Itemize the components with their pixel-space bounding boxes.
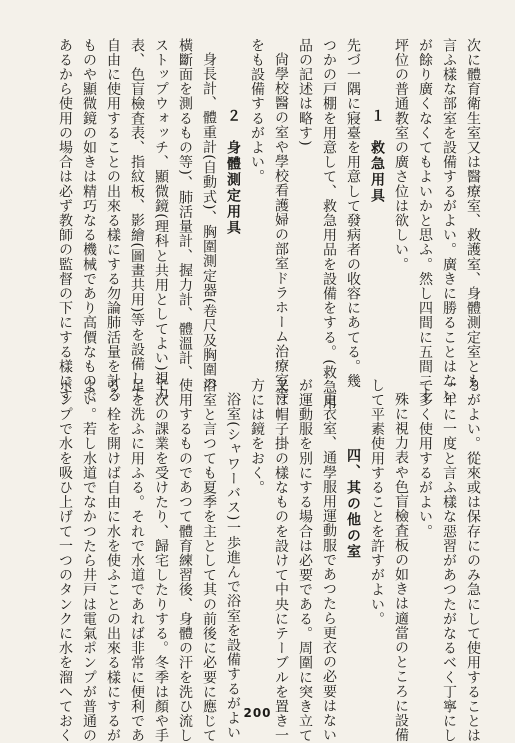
upper-text-block — [15, 38, 485, 410]
text-line: 自由に使用することの出來る樣にする勿論肺活量を計る — [105, 38, 121, 403]
text-line: 表、色盲檢査表、指紋板、影繪(圖畫共用)等を設備して — [129, 38, 145, 401]
text-line: が餘り廣くなくてもよいかと思ふ。然し四間に五間二十 — [417, 38, 433, 403]
section-heading: ２ 身體測定用具 — [225, 108, 241, 236]
text-line: 使用するものであつて體育練習後、身體の汗を洗ひ流し — [177, 378, 193, 743]
text-line: 足を洗ふに用ふる。それで水道であれば非常に便利であ — [129, 378, 145, 743]
text-line: 更衣室、通學服用運動服であつたら更衣の必要はない — [321, 392, 337, 743]
text-line: ストップウォッチ、顯微鏡(理科と共用としてよい)視力 — [153, 38, 169, 401]
text-line: るがよい。從來或は保存にのみ急にして使用することは — [465, 378, 481, 743]
text-line: 尙學校醫の室や學校看護婦の部室ドラホーム治療室等 — [273, 52, 289, 403]
text-line: て次の課業を受けたり、歸宅したりする。冬季は顏や手 — [153, 378, 169, 743]
text-line: る。栓を開けば自由に水を使ふことの出來る樣にするが — [105, 378, 121, 743]
text-line: 方には鏡をおく。 — [249, 378, 265, 495]
text-line: 坪位の普通教室の廣さ位は欲しい。 — [393, 38, 409, 272]
text-line: 橫斷面を測るもの等)、肺活量計、握力計、體溫計、 — [177, 38, 193, 380]
text-line: して平素使用することを許すがよい。 — [369, 378, 385, 627]
text-line: 一年に一度と言ふ樣な惡習があつたがなるべく丁寧にし — [441, 378, 457, 743]
text-line: よい。若し水道でなかつたら井戸は電氣ポンプが普通の — [81, 378, 97, 743]
text-line: 又は帽子掛の樣なものを設けて中央にテーブルを置き一 — [273, 378, 289, 743]
page-number: 200 — [243, 706, 272, 720]
text-line: 品の記述は略す) — [297, 38, 313, 147]
text-line: 言ふ樣な部室を設備するがよい。廣きに勝ることはない — [441, 38, 457, 403]
text-line: 浴室(シャワーバス)一歩進んで浴室を設備するがよい — [225, 392, 241, 740]
section-heading: １ 救急用具 — [369, 108, 385, 204]
section-heading: 四、其の他の室 — [345, 448, 361, 560]
text-line: 浴室と言つても夏季を主として其の前後に必要に應じて — [201, 378, 217, 743]
text-line: 先づ一隅に寢臺を用意して發病者の收容にあてる。幾 — [345, 38, 361, 389]
text-line: ものや顯微鏡の如きは精巧なる機械であり高價なもので — [81, 38, 97, 403]
text-line: ポンプで水を吸ひ上げて一つのタンクに水を溜へておく — [57, 378, 73, 743]
text-line: が運動服を別にする場合は必要である。周圍に突き立て — [297, 378, 313, 743]
text-line: 次に體育衛生室又は醫療室、救護室、身體測定室とも — [465, 38, 481, 389]
text-line: をも設備するがよい。 — [249, 38, 265, 184]
text-line: 身長計、體重計(自動式)、胸圍測定器(卷尺及胸圍の — [201, 52, 217, 392]
text-line: て多く使用するがよい。 — [417, 378, 433, 539]
text-line: あるから使用の場合は必ず教師の監督の下にする樣にす — [57, 38, 73, 403]
text-line: 殊に視力表や色盲檢査板の如きは適當のところに設備 — [393, 392, 409, 743]
text-line: つかの戸棚を用意して、救急用品を設備をする。(救急用 — [321, 38, 337, 410]
